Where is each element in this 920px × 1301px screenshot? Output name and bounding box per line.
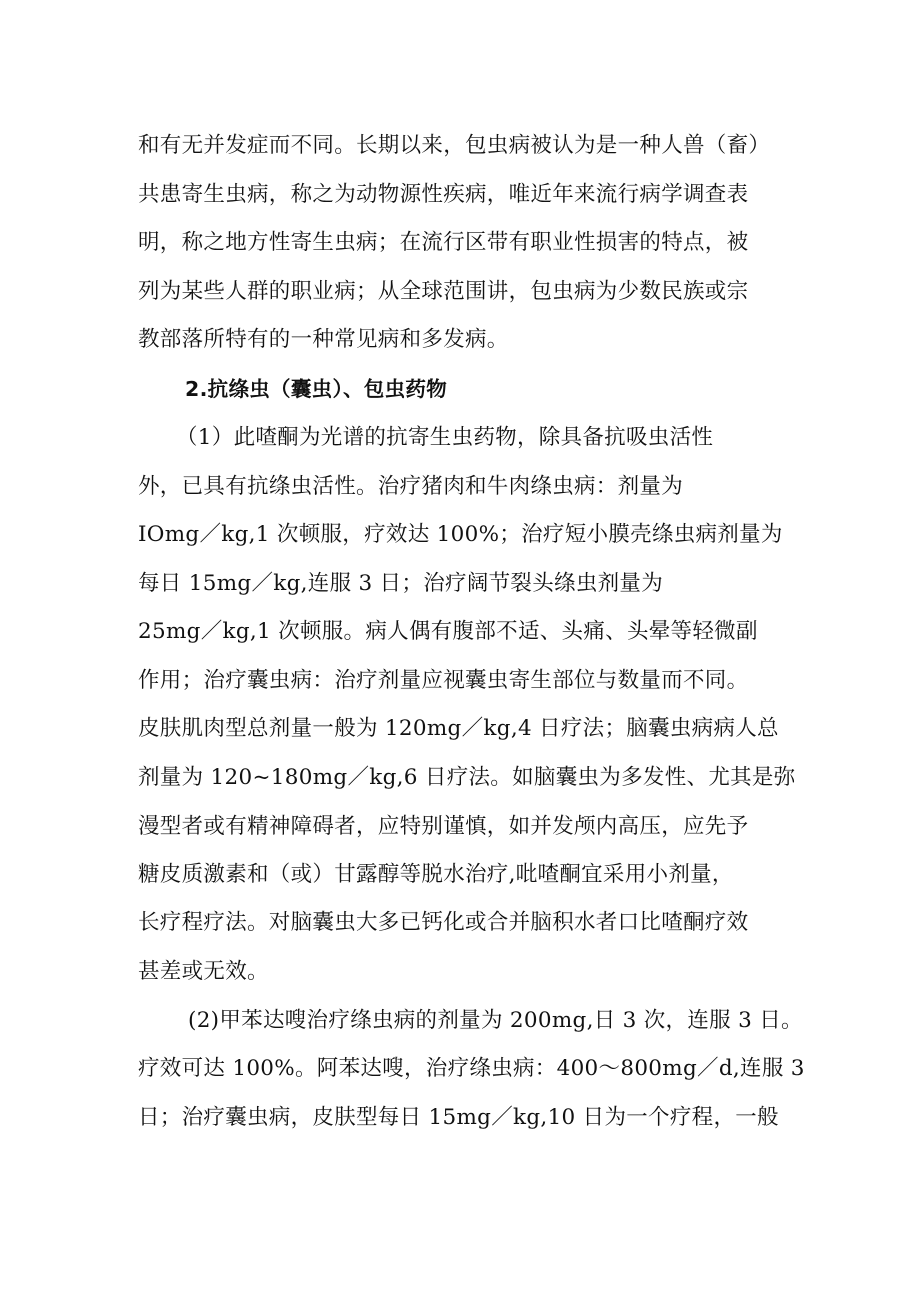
paragraph-line: 每日 15mg／kg,连服 3 日；治疗阔节裂头绦虫剂量为 [138, 571, 664, 596]
paragraph-line: 外，已具有抗绦虫活性。治疗猪肉和牛肉绦虫病：剂量为 [138, 474, 684, 499]
paragraph-line: 作用；治疗囊虫病：治疗剂量应视囊虫寄生部位与数量而不同。 [138, 668, 749, 693]
paragraph-line: 共患寄生虫病，称之为动物源性疾病，唯近年来流行病学调查表 [138, 182, 749, 207]
paragraph-line: 和有无并发症而不同。长期以来，包虫病被认为是一种人兽（畜） [138, 133, 771, 158]
paragraph-line: 漫型者或有精神障碍者，应特别谨慎，如并发颅内高压，应先予 [138, 814, 749, 839]
section-heading: 2.抗绦虫（囊虫）、包虫药物 [185, 377, 448, 401]
paragraph-line: 教部落所特有的一种常见病和多发病。 [138, 327, 509, 352]
paragraph-line: 25mg／kg,1 次顿服。病人偶有腹部不适、头痛、头晕等轻微副 [138, 619, 758, 644]
paragraph-line: 列为某些人群的职业病；从全球范围讲，包虫病为少数民族或宗 [138, 279, 749, 304]
paragraph-line: 糖皮质激素和（或）甘露醇等脱水治疗,吡喳酮宜采用小剂量， [138, 862, 734, 887]
paragraph-line: 长疗程疗法。对脑囊虫大多已钙化或合并脑积水者口比喳酮疗效 [138, 910, 749, 935]
paragraph-line: 日；治疗囊虫病，皮肤型每日 15mg／kg,10 日为一个疗程，一般 [138, 1105, 779, 1130]
paragraph-line: 甚差或无效。 [138, 959, 269, 984]
paragraph-line: 皮肤肌肉型总剂量一般为 120mg／kg,4 日疗法；脑囊虫病病人总 [138, 716, 779, 741]
paragraph-line: 明，称之地方性寄生虫病；在流行区带有职业性损害的特点，被 [138, 230, 749, 255]
paragraph-line: (2)甲苯达嗖治疗绦虫病的剂量为 200mg,日 3 次，连服 3 日。 [188, 1008, 803, 1033]
paragraph-line: IOmg／kg,1 次顿服，疗效达 100%；治疗短小膜壳绦虫病剂量为 [138, 522, 783, 547]
paragraph-line: 剂量为 120~180mg／kg,6 日疗法。如脑囊虫为多发性、尤其是弥 [138, 765, 796, 790]
paragraph-line: 疗效可达 100%。阿苯达嗖，治疗绦虫病：400～800mg／d,连服 3 [138, 1056, 805, 1081]
paragraph-line: （1）此喳酮为光谱的抗寄生虫药物，除具备抗吸虫活性 [176, 425, 714, 450]
